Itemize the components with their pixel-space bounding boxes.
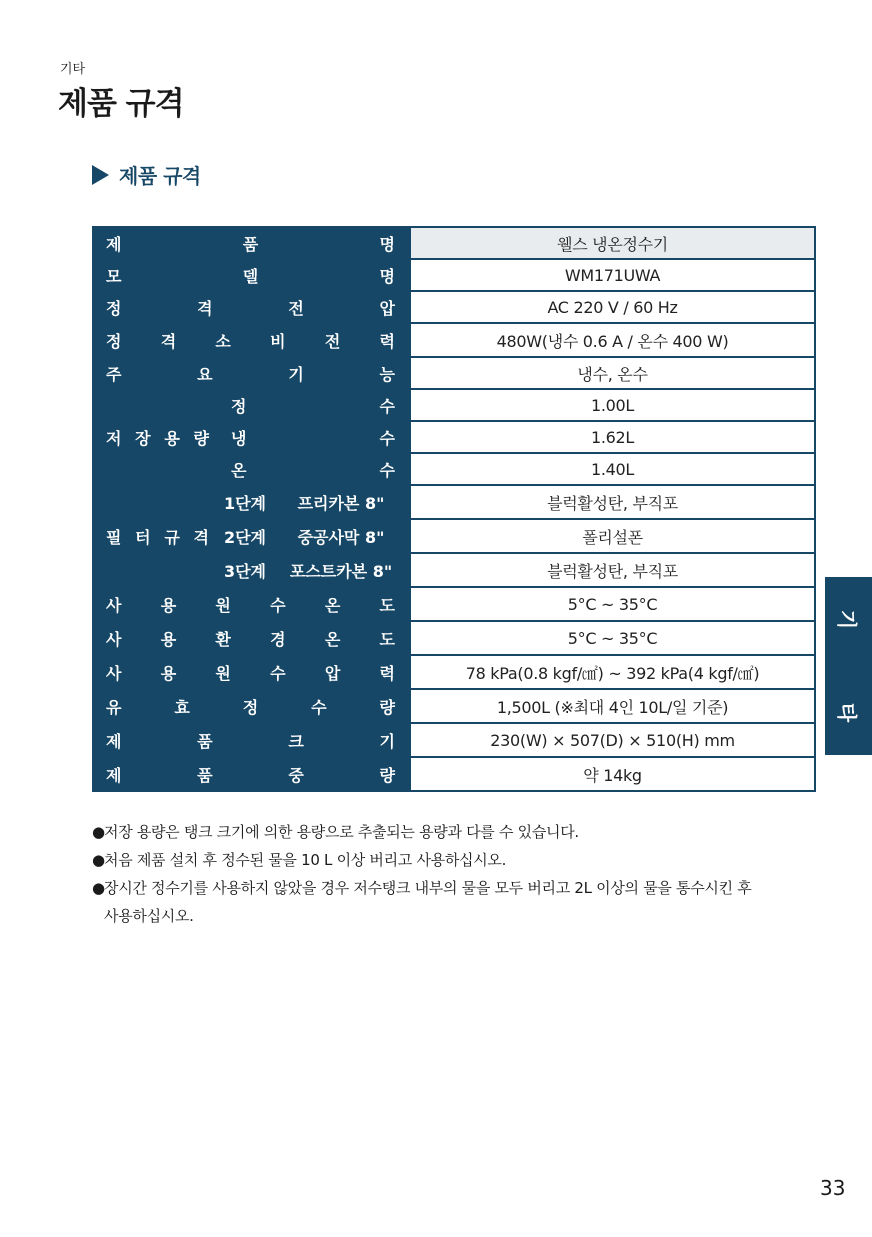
storage-value: 1.00L (410, 389, 815, 421)
row-label: 모 델 명 (93, 259, 410, 291)
row-value: AC 220 V / 60 Hz (410, 291, 815, 323)
row-label: 제 품 크 기 (93, 723, 410, 757)
table-row (93, 757, 815, 791)
section-title: 제품 규격 (119, 164, 201, 188)
row-value: 230(W) × 507(D) × 510(H) mm (410, 723, 815, 757)
table-row (93, 723, 815, 757)
note-continuation: 사용하십시오. (104, 907, 194, 925)
table-row (93, 587, 815, 621)
row-label: 사 용 원 수 압 력 (93, 655, 410, 689)
row-value: 5°C ~ 35°C (410, 621, 815, 655)
row-value: 약 14kg (410, 757, 815, 791)
section-heading (92, 160, 201, 189)
table-row (93, 621, 815, 655)
storage-group-label: 저 장 용 량 (93, 389, 218, 485)
filter-value: 폴리설폰 (410, 519, 815, 553)
row-value: 78 kPa(0.8 kgf/㎠) ~ 392 kPa(4 kgf/㎠) (410, 655, 815, 689)
triangle-bullet-icon (92, 165, 109, 185)
row-value: 냉수, 온수 (410, 357, 815, 389)
note-item: ● 장시간 정수기를 사용하지 않았을 경우 저수탱크 내부의 물을 모두 버리고 2L 이상의 물을 통수시킨 후 (92, 879, 752, 897)
row-value: 웰스 냉온정수기 (410, 227, 815, 259)
table-row (93, 291, 815, 323)
filter-name: 중공사막 8" (272, 519, 410, 553)
row-value: 1,500L (※최대 4인 10L/일 기준) (410, 689, 815, 723)
note-item: ● 저장 용량은 탱크 크기에 의한 용량으로 추출되는 용량과 다를 수 있습니다. (92, 823, 579, 841)
row-label: 유 효 정 수 량 (93, 689, 410, 723)
category-label: 기타 (60, 62, 86, 77)
table-row (93, 227, 815, 259)
notes (92, 818, 792, 930)
page-title: 제품 규격 (58, 86, 184, 122)
table-row (93, 323, 815, 357)
table-row (93, 485, 815, 519)
storage-value: 1.62L (410, 421, 815, 453)
row-label: 주 요 기 능 (93, 357, 410, 389)
table-row (93, 357, 815, 389)
filter-stage: 3단계 (218, 553, 272, 587)
spec-table (92, 226, 816, 792)
storage-item-label: 정 수 (218, 389, 410, 421)
filter-name: 프리카본 8" (272, 485, 410, 519)
row-value: 5°C ~ 35°C (410, 587, 815, 621)
table-row (93, 389, 815, 421)
row-value: 480W(냉수 0.6 A / 온수 400 W) (410, 323, 815, 357)
filter-name: 포스트카본 8" (272, 553, 410, 587)
filter-value: 블럭활성탄, 부직포 (410, 553, 815, 587)
table-row (93, 655, 815, 689)
filter-stage: 2단계 (218, 519, 272, 553)
filter-stage: 1단계 (218, 485, 272, 519)
row-label: 사 용 환 경 온 도 (93, 621, 410, 655)
page-number: 33 (820, 1176, 846, 1200)
note-item: ● 처음 제품 설치 후 정수된 물을 10 L 이상 버리고 사용하십시오. (92, 851, 507, 869)
filter-group-label: 필 터 규 격 (93, 485, 218, 587)
filter-value: 블럭활성탄, 부직포 (410, 485, 815, 519)
storage-value: 1.40L (410, 453, 815, 485)
storage-item-label: 냉 수 (218, 421, 410, 453)
row-label: 제 품 중 량 (93, 757, 410, 791)
row-label: 정 격 전 압 (93, 291, 410, 323)
side-tab: 기 타 (825, 577, 872, 755)
row-label: 정 격 소 비 전 력 (93, 323, 410, 357)
table-row (93, 689, 815, 723)
storage-item-label: 온 수 (218, 453, 410, 485)
row-label: 제 품 명 (93, 227, 410, 259)
row-value: WM171UWA (410, 259, 815, 291)
table-row (93, 259, 815, 291)
row-label: 사 용 원 수 온 도 (93, 587, 410, 621)
